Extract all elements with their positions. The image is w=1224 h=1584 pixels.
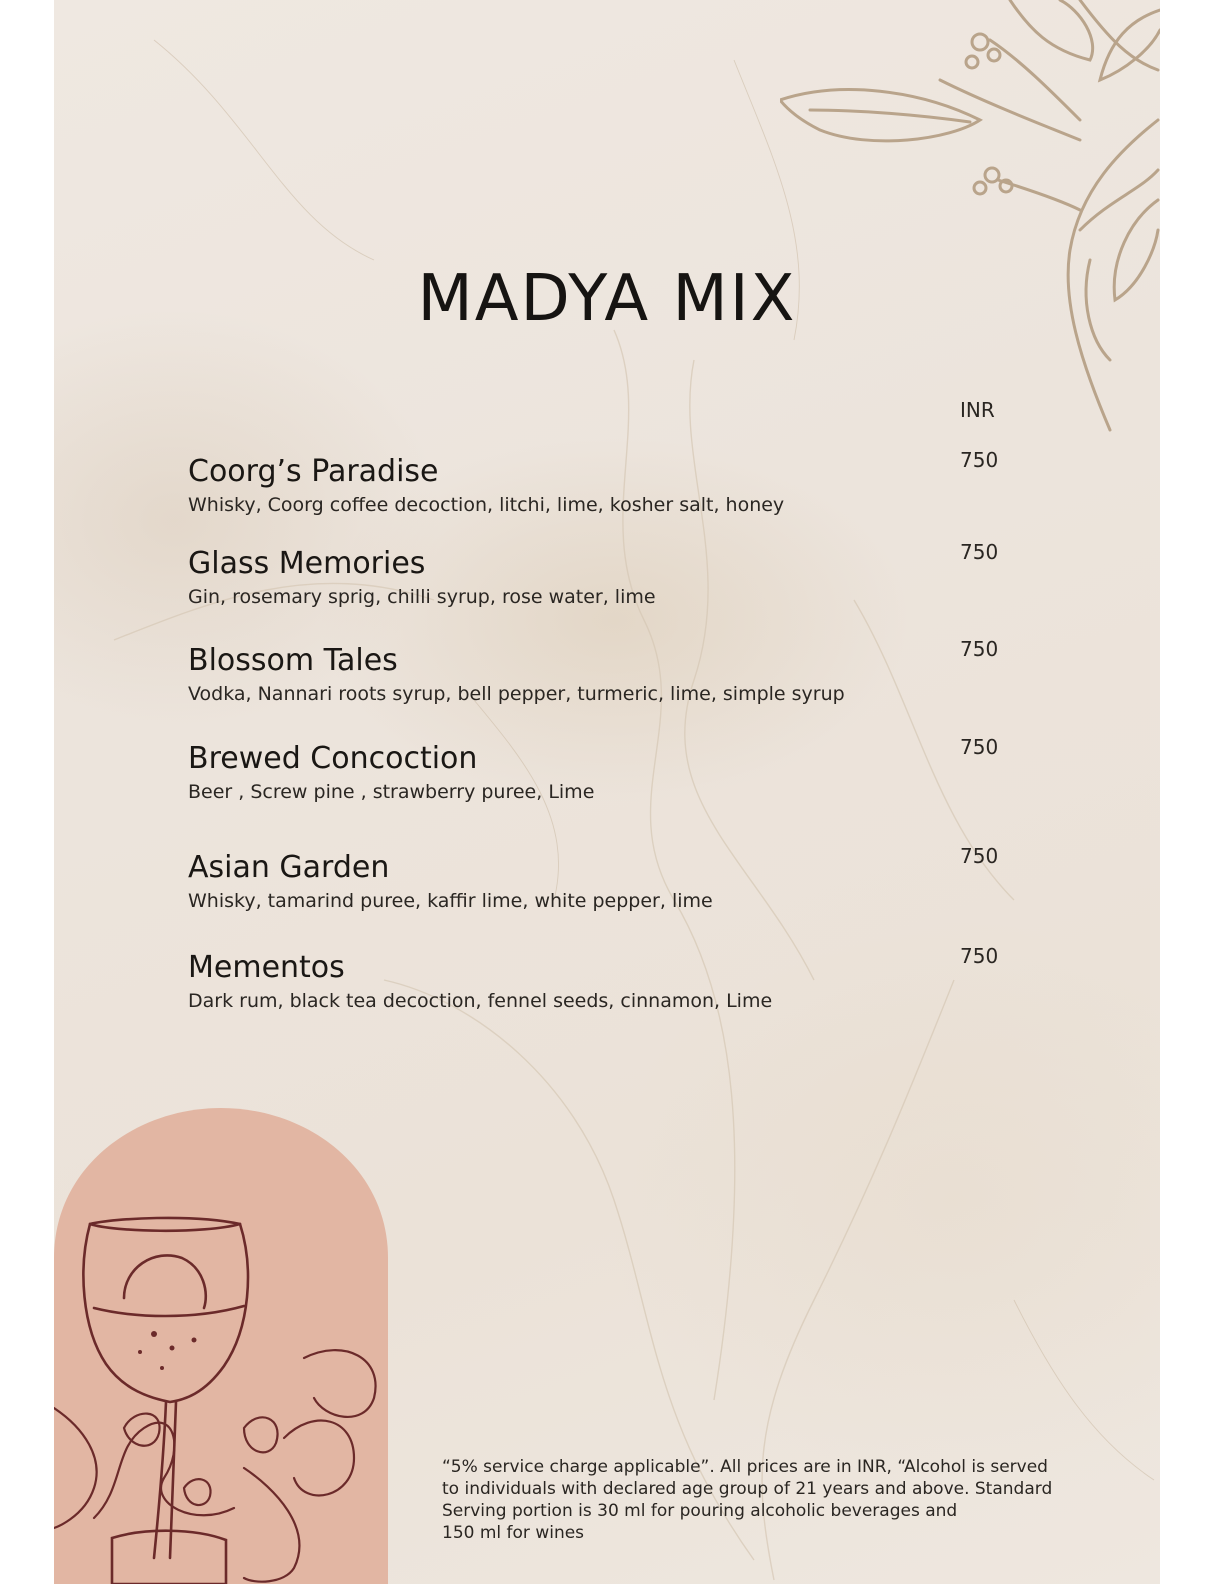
item-name: Blossom Tales — [188, 643, 398, 678]
item-description: Vodka, Nannari roots syrup, bell pepper, turmeric, lime, simple syrup — [188, 683, 845, 705]
footnote-line: 150 ml for wines — [442, 1523, 585, 1543]
menu-item — [188, 944, 1088, 1014]
footnote-line: Serving portion is 30 ml for pouring alcoholic beverages and — [442, 1501, 958, 1521]
footnote-line: “5% service charge applicable”. All prices are in INR, “Alcohol is served — [442, 1457, 1048, 1477]
footnote-line: to individuals with declared age group of 21 years and above. Standard — [442, 1479, 1053, 1499]
item-description: Beer , Screw pine , strawberry puree, Lime — [188, 781, 595, 803]
menu-item — [188, 844, 1088, 914]
item-name: Mementos — [188, 950, 345, 985]
footnote — [442, 1456, 1132, 1544]
item-name: Brewed Concoction — [188, 741, 478, 776]
item-description: Gin, rosemary sprig, chilli syrup, rose water, lime — [188, 586, 656, 608]
leaf-branch-illustration — [780, 0, 1160, 440]
item-price: 750 — [960, 735, 999, 759]
item-price: 750 — [960, 448, 999, 472]
item-description: Whisky, tamarind puree, kaffir lime, white pepper, lime — [188, 890, 713, 912]
item-price: 750 — [960, 844, 999, 868]
item-price: 750 — [960, 637, 999, 661]
menu-page — [54, 0, 1160, 1584]
item-price: 750 — [960, 540, 999, 564]
menu-item — [188, 540, 1088, 610]
item-name: Coorg’s Paradise — [188, 454, 439, 489]
item-name: Asian Garden — [188, 850, 390, 885]
item-name: Glass Memories — [188, 546, 426, 581]
wine-glass-illustration — [54, 1108, 388, 1584]
currency-label: INR — [960, 398, 995, 422]
item-description: Whisky, Coorg coffee decoction, litchi, lime, kosher salt, honey — [188, 494, 785, 516]
item-price: 750 — [960, 944, 999, 968]
menu-item — [188, 735, 1088, 805]
menu-item — [188, 637, 1088, 707]
menu-title: MADYA MIX — [417, 262, 797, 336]
item-description: Dark rum, black tea decoction, fennel seeds, cinnamon, Lime — [188, 990, 773, 1012]
menu-item — [188, 448, 1088, 518]
